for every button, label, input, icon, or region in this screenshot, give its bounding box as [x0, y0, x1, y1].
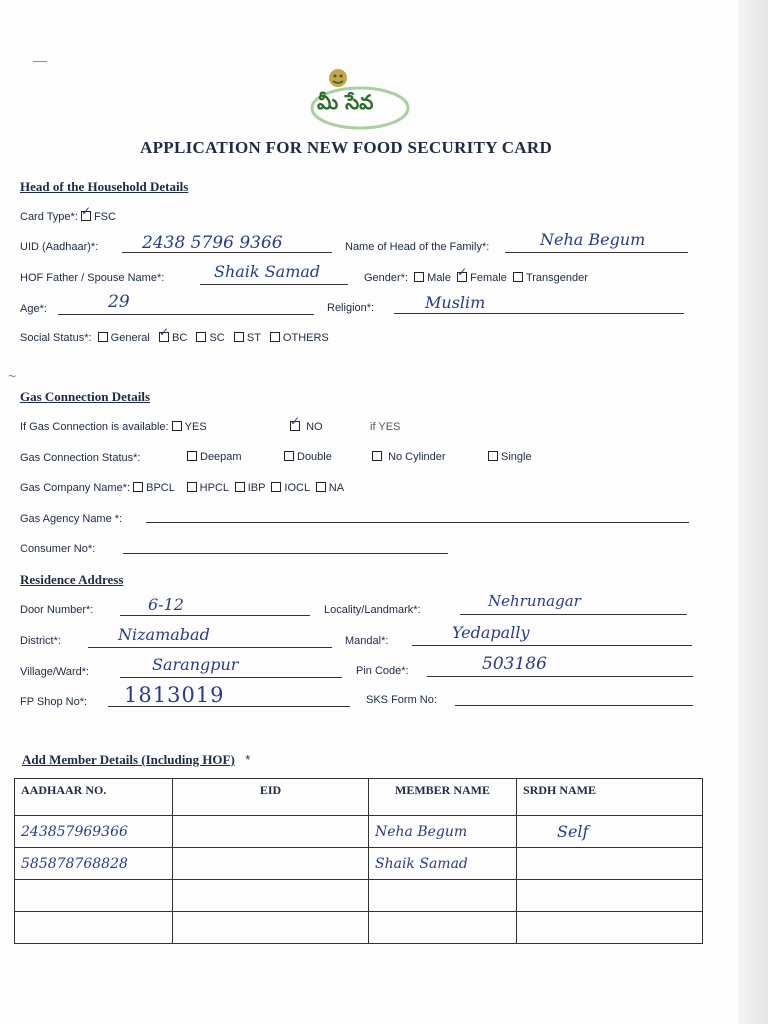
hof-field[interactable]: Shaik Samad: [214, 262, 321, 281]
gas-no-option: [290, 421, 323, 433]
cell-aadhaar[interactable]: 585878768828: [15, 848, 173, 880]
mee-seva-logo: [305, 64, 415, 134]
gas-agency-field[interactable]: [146, 522, 689, 523]
page-title: APPLICATION FOR NEW FOOD SECURITY CARD: [140, 138, 553, 157]
gas-status-label: Gas Connection Status*:: [20, 452, 141, 464]
social-bc-label: BC: [171, 332, 188, 344]
head-name-field-line: [505, 252, 688, 253]
social-general-checkbox[interactable]: [98, 332, 108, 342]
gas-deepam-checkbox[interactable]: [187, 451, 197, 461]
stray-mark: ~: [8, 368, 17, 384]
cell-aadhaar[interactable]: [15, 880, 173, 912]
gas-na-checkbox[interactable]: [316, 482, 326, 492]
gas-na-label: NA: [328, 482, 345, 494]
table-row: [15, 912, 703, 944]
gas-single-checkbox[interactable]: [488, 451, 498, 461]
door-number-field[interactable]: 6-12: [148, 595, 184, 614]
card-type-row: [20, 211, 116, 223]
gas-iocl-label: IOCL: [284, 482, 310, 494]
scan-edge: [738, 0, 768, 1024]
locality-label: Locality/Landmark*:: [324, 604, 421, 616]
locality-field-line: [460, 614, 687, 615]
column-header-member-name: MEMBER NAME: [369, 779, 517, 816]
age-label: Age*:: [20, 303, 47, 315]
section-heading-members: Add Member Details (Including HOF): [22, 752, 235, 767]
section-heading-household: Head of the Household Details: [20, 179, 189, 194]
card-type-fsc-label: FSC: [93, 211, 116, 223]
cell-srdh-name[interactable]: [517, 912, 703, 944]
gas-no-cylinder-option: [372, 451, 446, 463]
section-heading-gas: Gas Connection Details: [20, 389, 150, 404]
gas-double-option: [284, 451, 332, 463]
gas-available-label: If Gas Connection is available:: [20, 421, 169, 433]
social-st-checkbox[interactable]: [234, 332, 244, 342]
hof-label: HOF Father / Spouse Name*:: [20, 272, 165, 284]
gas-no-cylinder-label: No Cylinder: [388, 451, 446, 463]
consumer-no-label: Consumer No*:: [20, 543, 96, 555]
cell-member-name[interactable]: Neha Begum: [369, 816, 517, 848]
door-number-field-line: [120, 615, 310, 616]
cell-srdh-name[interactable]: [517, 880, 703, 912]
table-row: [15, 880, 703, 912]
gas-bpcl-label: BPCL: [146, 482, 175, 494]
village-field-line: [120, 677, 342, 678]
members-heading-row: [22, 751, 250, 769]
cell-srdh-name[interactable]: Self: [517, 816, 703, 848]
fp-shop-field[interactable]: 1813019: [124, 683, 225, 707]
mandal-field[interactable]: Yedapally: [452, 623, 530, 642]
section-heading-residence: Residence Address: [20, 572, 124, 587]
district-field-line: [88, 647, 332, 648]
card-type-label: Card Type*:: [20, 211, 78, 223]
gas-company-row: [20, 482, 344, 494]
cell-eid[interactable]: [173, 912, 369, 944]
members-header-row: [15, 779, 703, 816]
gas-agency-label: Gas Agency Name *:: [20, 513, 123, 525]
cell-eid[interactable]: [173, 880, 369, 912]
gas-single-option: [488, 451, 532, 463]
gas-double-checkbox[interactable]: [284, 451, 294, 461]
gas-ibp-label: IBP: [247, 482, 266, 494]
table-row: [15, 848, 703, 880]
gas-deepam-label: Deepam: [200, 451, 242, 463]
gender-transgender-label: Transgender: [525, 272, 588, 284]
gender-female-label: Female: [470, 272, 507, 284]
social-status-label: Social Status*:: [20, 332, 92, 344]
uid-field[interactable]: 2438 5796 9366: [142, 233, 283, 253]
gas-deepam-option: [187, 451, 242, 463]
sks-form-field[interactable]: [455, 705, 693, 706]
gas-iocl-checkbox[interactable]: [271, 482, 281, 492]
religion-label: Religion*:: [327, 302, 375, 314]
head-name-label: Name of Head of the Family*:: [345, 241, 490, 253]
cell-member-name[interactable]: [369, 880, 517, 912]
uid-label: UID (Aadhaar)*:: [20, 241, 99, 253]
gas-company-label: Gas Company Name*:: [20, 482, 131, 494]
social-bc-checkbox[interactable]: [159, 332, 169, 342]
social-general-label: General: [110, 332, 150, 344]
gas-bpcl-checkbox[interactable]: [133, 482, 143, 492]
gas-single-label: Single: [501, 451, 532, 463]
social-sc-checkbox[interactable]: [196, 332, 206, 342]
stray-mark: —: [33, 52, 47, 68]
pin-code-label: Pin Code*:: [356, 665, 409, 677]
consumer-no-field[interactable]: [123, 553, 448, 554]
gender-transgender-checkbox[interactable]: [513, 272, 523, 282]
members-heading-asterisk: *: [245, 752, 251, 767]
gas-yes-label: YES: [184, 421, 207, 433]
social-others-checkbox[interactable]: [270, 332, 280, 342]
gender-female-checkbox[interactable]: [457, 272, 467, 282]
gas-available-row: [20, 421, 207, 433]
door-number-label: Door Number*:: [20, 604, 94, 616]
gas-double-label: Double: [297, 451, 332, 463]
age-field-line: [58, 314, 314, 315]
card-type-fsc-checkbox[interactable]: [81, 211, 91, 221]
gas-hpcl-label: HPCL: [199, 482, 229, 494]
gas-if-yes-note: if YES: [370, 421, 401, 433]
social-status-row: [20, 332, 329, 344]
social-sc-label: SC: [209, 332, 225, 344]
mandal-label: Mandal*:: [345, 635, 389, 647]
religion-field-line: [394, 313, 684, 314]
hof-field-line: [200, 284, 348, 285]
table-row: [15, 816, 703, 848]
column-header-srdh-name: SRDH NAME: [517, 779, 703, 816]
age-field[interactable]: 29: [108, 292, 130, 312]
district-label: District*:: [20, 635, 61, 647]
cell-member-name[interactable]: [369, 912, 517, 944]
pin-code-field[interactable]: 503186: [482, 654, 547, 674]
gas-no-checkbox[interactable]: [290, 421, 300, 431]
cell-member-name[interactable]: Shaik Samad: [369, 848, 517, 880]
gas-no-cylinder-checkbox[interactable]: [372, 451, 382, 461]
pin-code-field-line: [427, 676, 693, 677]
members-table: [14, 778, 703, 944]
social-others-label: OTHERS: [282, 332, 329, 344]
social-st-label: ST: [246, 332, 261, 344]
locality-field[interactable]: Nehrunagar: [488, 592, 581, 610]
gender-male-checkbox[interactable]: [414, 272, 424, 282]
gender-row: [364, 272, 588, 284]
district-field[interactable]: Nizamabad: [118, 625, 210, 644]
column-header-eid: EID: [173, 779, 369, 816]
gas-hpcl-checkbox[interactable]: [187, 482, 197, 492]
gas-ibp-checkbox[interactable]: [235, 482, 245, 492]
logo-text: మీ సేవ: [317, 90, 374, 114]
gender-label: Gender*:: [364, 272, 409, 284]
head-name-field[interactable]: Neha Begum: [540, 230, 646, 249]
village-field[interactable]: Sarangpur: [152, 655, 239, 674]
cell-aadhaar[interactable]: 243857969366: [15, 816, 173, 848]
mandal-field-line: [412, 645, 692, 646]
village-label: Village/Ward*:: [20, 666, 90, 678]
cell-aadhaar[interactable]: [15, 912, 173, 944]
cell-eid[interactable]: [173, 848, 369, 880]
gender-male-label: Male: [427, 272, 451, 284]
religion-field[interactable]: Muslim: [425, 293, 486, 312]
fp-shop-label: FP Shop No*:: [20, 696, 88, 708]
gas-no-label: NO: [306, 421, 323, 433]
cell-srdh-name[interactable]: [517, 848, 703, 880]
gas-yes-checkbox[interactable]: [172, 421, 182, 431]
cell-eid[interactable]: [173, 816, 369, 848]
sks-form-label: SKS Form No:: [366, 694, 437, 706]
column-header-aadhaar: AADHAAR NO.: [15, 779, 173, 816]
